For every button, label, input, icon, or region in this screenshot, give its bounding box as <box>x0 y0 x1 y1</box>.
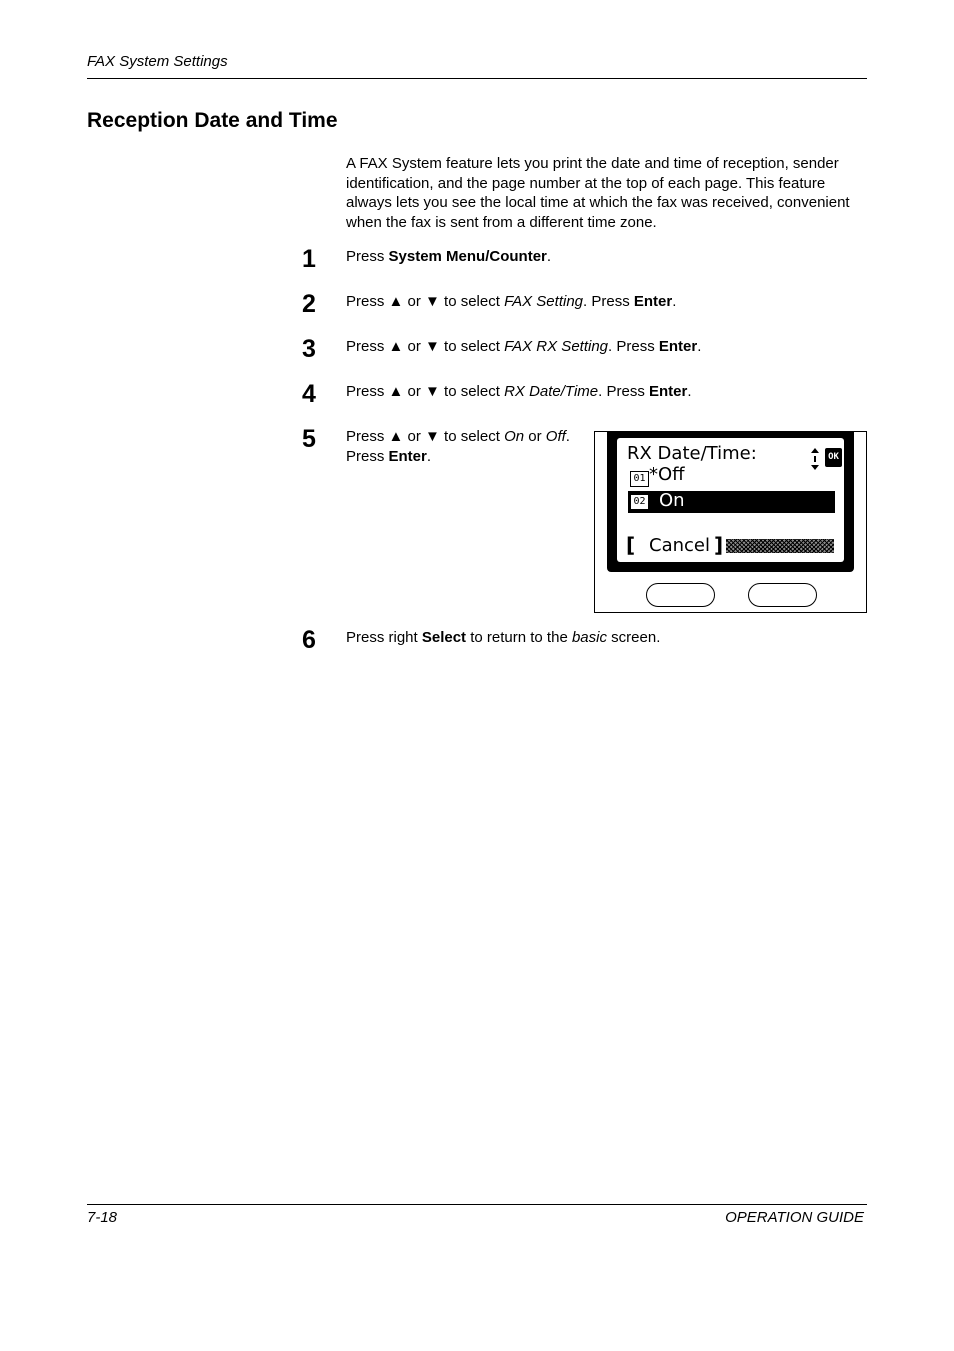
step-text: Press right Select to return to the basic screen. <box>346 629 661 646</box>
lcd-screen <box>617 438 844 562</box>
lcd-option-on[interactable]: On <box>659 490 685 511</box>
step-number: 4 <box>302 380 316 408</box>
step-text: Press ▲ or ▼ to select FAX RX Setting. Press Enter. <box>346 338 702 355</box>
lcd-option-off[interactable]: *Off <box>649 464 685 485</box>
guide-name: OPERATION GUIDE <box>725 1209 864 1226</box>
footer-divider <box>87 1204 867 1205</box>
step-number: 5 <box>302 425 316 453</box>
step-text: Press ▲ or ▼ to select RX Date/Time. Press Enter. <box>346 383 692 400</box>
step-number: 1 <box>302 245 316 273</box>
step-number: 2 <box>302 290 316 318</box>
softkey-bracket-left: [ <box>626 533 636 557</box>
right-select-button[interactable] <box>748 583 817 607</box>
operation-panel-illustration <box>594 431 867 613</box>
step-number: 6 <box>302 626 316 654</box>
step-text: Press ▲ or ▼ to select FAX Setting. Press Enter. <box>346 293 677 310</box>
header-divider <box>87 78 867 79</box>
softkey-bracket-right: ] <box>714 533 724 557</box>
step-text: Press System Menu/Counter. <box>346 248 552 265</box>
left-select-button[interactable] <box>646 583 715 607</box>
softkey-cancel-label: Cancel <box>649 535 710 556</box>
step-number: 3 <box>302 335 316 363</box>
softkey-right-dithered <box>726 539 834 553</box>
running-header: FAX System Settings <box>87 53 228 70</box>
lcd-bezel <box>607 432 854 572</box>
ok-icon: OK <box>825 448 842 467</box>
option-number-badge: 02 <box>630 494 649 510</box>
option-number-badge: 01 <box>630 471 649 487</box>
intro-paragraph: A FAX System feature lets you print the date and time of reception, sender identification, and the page number at the top of each page. This feature always lets you see the local time at which the fax was received, convenient when the fax is sent from a different time zone. <box>346 155 850 231</box>
page-title: Reception Date and Time <box>87 109 338 132</box>
up-down-arrows-icon <box>811 448 819 470</box>
step-text: Press ▲ or ▼ to select On or Off. Press Enter. <box>346 428 570 465</box>
lcd-title: RX Date/Time: <box>627 443 757 464</box>
page-number: 7-18 <box>87 1209 118 1226</box>
